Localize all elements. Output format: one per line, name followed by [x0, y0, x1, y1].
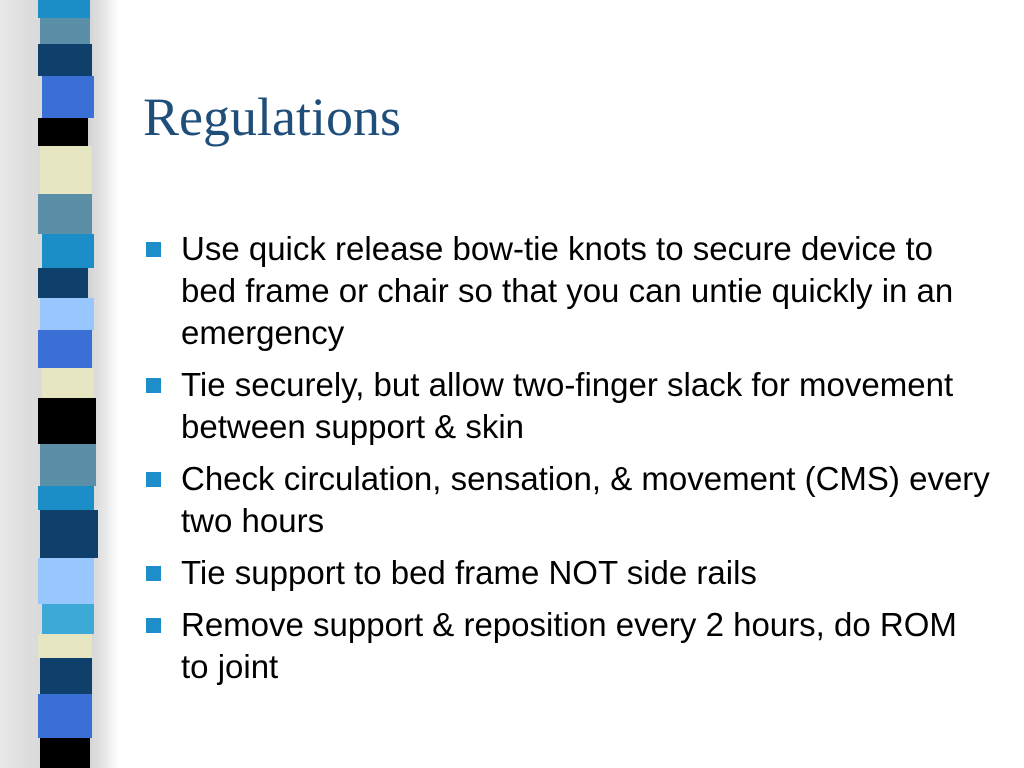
- square-bullet-icon: [146, 472, 161, 487]
- stripe-band: [40, 658, 92, 694]
- stripe-band: [40, 146, 92, 194]
- square-bullet-icon: [146, 566, 161, 581]
- stripe-band: [38, 0, 90, 18]
- slide-title: Regulations: [143, 87, 401, 147]
- stripe-band: [40, 298, 94, 330]
- bullet-text: Use quick release bow-tie knots to secure device to bed frame or chair so that you can untie quickly in an emergency: [181, 230, 954, 351]
- bullet-item: [143, 458, 993, 542]
- stripe-band: [38, 330, 92, 368]
- stripe-band: [38, 268, 88, 298]
- stripe-band: [38, 634, 92, 658]
- stripe-band: [38, 694, 92, 738]
- stripe-band: [42, 234, 94, 268]
- square-bullet-icon: [146, 378, 161, 393]
- stripe-band: [38, 118, 88, 146]
- square-bullet-icon: [146, 618, 161, 633]
- bullet-text: Tie securely, but allow two-finger slack for movement between support & skin: [181, 366, 954, 445]
- stripe-band: [38, 486, 94, 510]
- bullet-text: Tie support to bed frame NOT side rails: [181, 554, 757, 591]
- stripe-band: [40, 510, 98, 558]
- square-bullet-icon: [146, 242, 161, 257]
- bullet-text: Remove support & reposition every 2 hours, do ROM to joint: [181, 606, 957, 685]
- stripe-band: [40, 444, 96, 486]
- bullet-item: [143, 552, 993, 594]
- bullet-text: Check circulation, sensation, & movement (CMS) every two hours: [181, 460, 990, 539]
- bullet-item: [143, 364, 993, 448]
- stripe-band: [38, 44, 92, 76]
- stripe-band: [38, 194, 92, 234]
- stripe-band: [38, 558, 94, 604]
- stripe-band: [42, 368, 94, 398]
- stripe-band: [38, 398, 96, 444]
- decorative-stripe-bar: [38, 0, 100, 768]
- bullet-item: [143, 604, 993, 688]
- stripe-band: [42, 76, 94, 118]
- stripe-band: [40, 18, 90, 44]
- stripe-band: [42, 604, 94, 634]
- bullet-list: [143, 228, 993, 698]
- bullet-item: [143, 228, 993, 354]
- stripe-band: [40, 738, 90, 768]
